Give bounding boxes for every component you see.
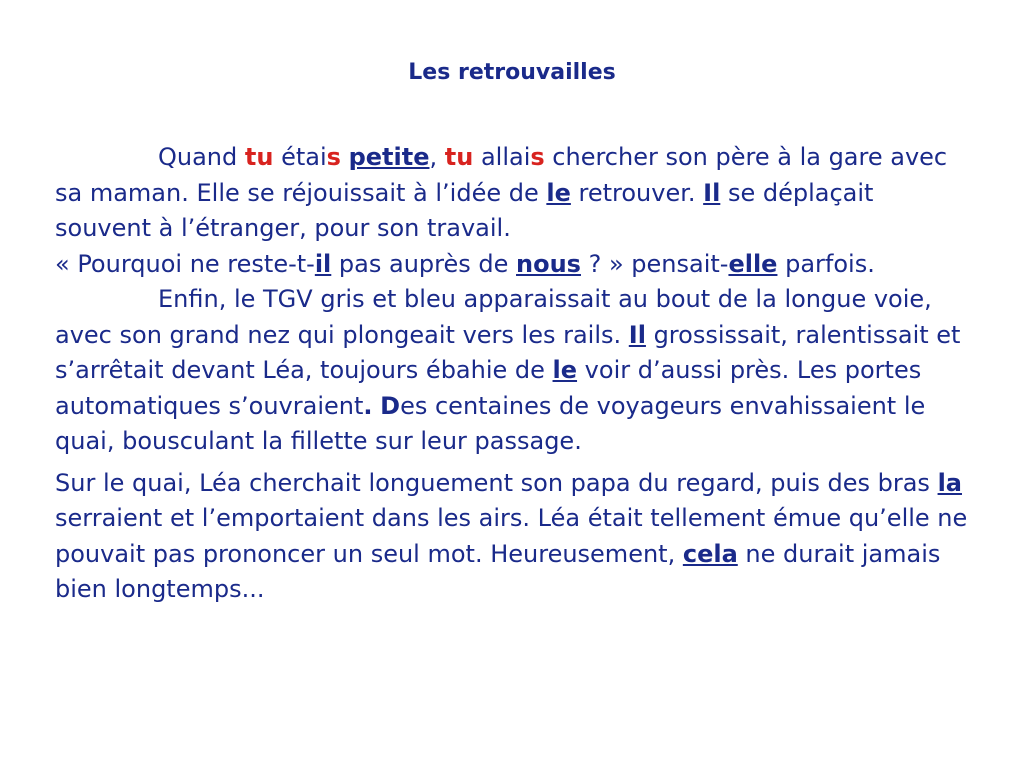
text-run: retrouver. <box>570 178 704 207</box>
underlined-word: le <box>546 178 571 207</box>
highlighted-pronoun: s <box>326 143 341 171</box>
text-run: es centaines de voyageurs envahissaient le quai, bousculant la fillette sur leur passage. <box>55 391 926 455</box>
text-run: grossissait, ralentissait et s’arrêtait devant Léa, toujours ébahie de <box>55 320 961 384</box>
underlined-word: la <box>937 468 962 497</box>
text-run: pas auprès de <box>331 249 517 278</box>
text-run <box>341 143 349 171</box>
text-run: Sur le quai, Léa cherchait longuement son papa du regard, puis des bras <box>55 468 938 497</box>
underlined-word: Il <box>703 178 721 207</box>
text-run: Enfin, le TGV gris et bleu apparaissait au bout de la longue voie, avec son grand nez qui plongeait vers les rails. <box>55 285 932 349</box>
text-run <box>373 392 381 420</box>
bold-text: D <box>380 391 401 420</box>
text-run: Quand <box>158 143 245 171</box>
underlined-word: le <box>552 356 578 384</box>
highlighted-pronoun: tu <box>244 143 274 171</box>
highlighted-pronoun: tu <box>444 143 474 171</box>
bold-text: . <box>363 391 373 420</box>
text-run: voir d’aussi près. Les portes automatiques s’ouvraient <box>55 356 922 420</box>
text-run: chercher son père à la gare avec sa maman. Elle se réjouissait à l’idée de <box>55 143 948 207</box>
underlined-word: il <box>314 249 332 278</box>
underlined-word: petite <box>348 143 430 171</box>
text-run: ne durait jamais bien longtemps... <box>55 539 941 603</box>
underlined-word: cela <box>682 539 738 568</box>
paragraph <box>55 282 975 460</box>
paragraph <box>55 466 975 608</box>
underlined-word: nous <box>516 249 581 278</box>
text-run: « Pourquoi ne reste-t- <box>55 249 315 278</box>
underlined-word: elle <box>728 249 778 278</box>
text-run: , <box>429 143 445 171</box>
slide-body-text <box>55 140 975 608</box>
slide-title: Les retrouvailles <box>408 60 616 85</box>
text-run: parfois. <box>777 249 875 278</box>
text-run: serraient et l’emportaient dans les airs. Léa était tellement émue qu’elle ne pouvait pas prononcer un seul mot. Heureusement, <box>55 504 968 568</box>
text-run: se déplaçait souvent à l’étranger, pour son travail. <box>55 178 874 242</box>
highlighted-pronoun: s <box>530 143 545 171</box>
text-run: allai <box>473 143 531 171</box>
text-run: étai <box>273 143 327 171</box>
underlined-word: Il <box>628 320 646 349</box>
text-run: ? » pensait- <box>580 249 729 278</box>
paragraph <box>55 140 975 282</box>
